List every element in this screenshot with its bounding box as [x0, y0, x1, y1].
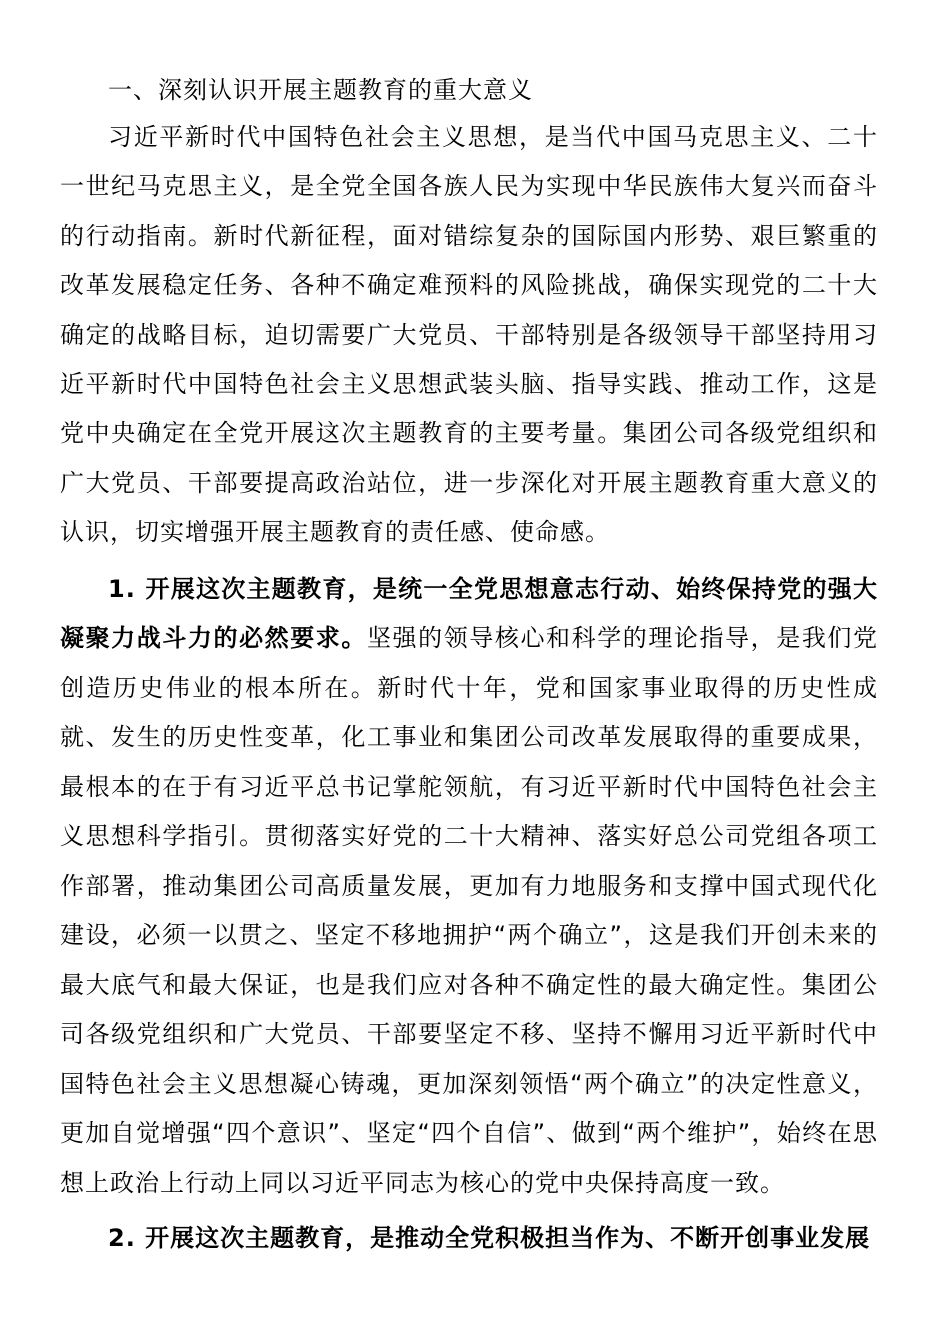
section-heading: 一、深刻认识开展主题教育的重大意义 — [108, 76, 533, 104]
paragraph-point-1 — [60, 565, 878, 1209]
paragraph-intro: 习近平新时代中国特色社会主义思想，是当代中国马克思主义、二十一世纪马克思主义，是全党全国各族人民为实现中华民族伟大复兴而奋斗的行动指南。新时代新征程，面对错综复杂的国际国内形势、艰巨繁重的改革发展稳定任务、各种不确定难预料的风险挑战，确保实现党的二十大确定的战略目标，迫切需要广大党员、干部特别是各级领导干部坚持用习近平新时代中国特色社会主义思想武装头脑、指导实践、推动工作，这是党中央确定在全党开展这次主题教育的主要考量。集团公司各级党组织和广大党员、干部要提高政治站位，进一步深化对开展主题教育重大意义的认识，切实增强开展主题教育的责任感、使命感。 — [60, 123, 878, 547]
paragraph-point-2 — [60, 1214, 878, 1263]
document-body — [60, 67, 878, 1264]
point-2-lead: 2. 开展这次主题教育，是推动全党积极担当作为、不断开创事业发展 — [108, 1224, 871, 1253]
point-1-body: 坚强的领导核心和科学的理论指导，是我们党创造历史伟业的根本所在。新时代十年，党和国家事业取得的历史性成就、发生的历史性变革，化工事业和集团公司改革发展取得的重要成果，最根本的在于有习近平总书记掌舵领航，有习近平新时代中国特色社会主义思想科学指引。贯彻落实好党的二十大精神、落实好总公司党组各项工作部署，推动集团公司高质量发展，更加有力地服务和支撑中国式现代化建设，必须一以贯之、坚定不移地拥护“两个确立”，这是我们开创未来的最大底气和最大保证，也是我们应对各种不确定性的最大确定性。集团公司各级党组织和广大党员、干部要坚定不移、坚持不懈用习近平新时代中国特色社会主义思想凝心铸魂，更加深刻领悟“两个确立”的决定性意义，更加自觉增强“四个意识”、坚定“四个自信”、做到“两个维护”，始终在思想上政治上行动上同以习近平同志为核心的党中央保持高度一致。 — [60, 624, 878, 1197]
point-1-lead: 1. 开展这次主题教育，是统一全党思想意志行动、始终保持党的强大凝聚力战斗力的必然要求。 — [60, 574, 878, 653]
